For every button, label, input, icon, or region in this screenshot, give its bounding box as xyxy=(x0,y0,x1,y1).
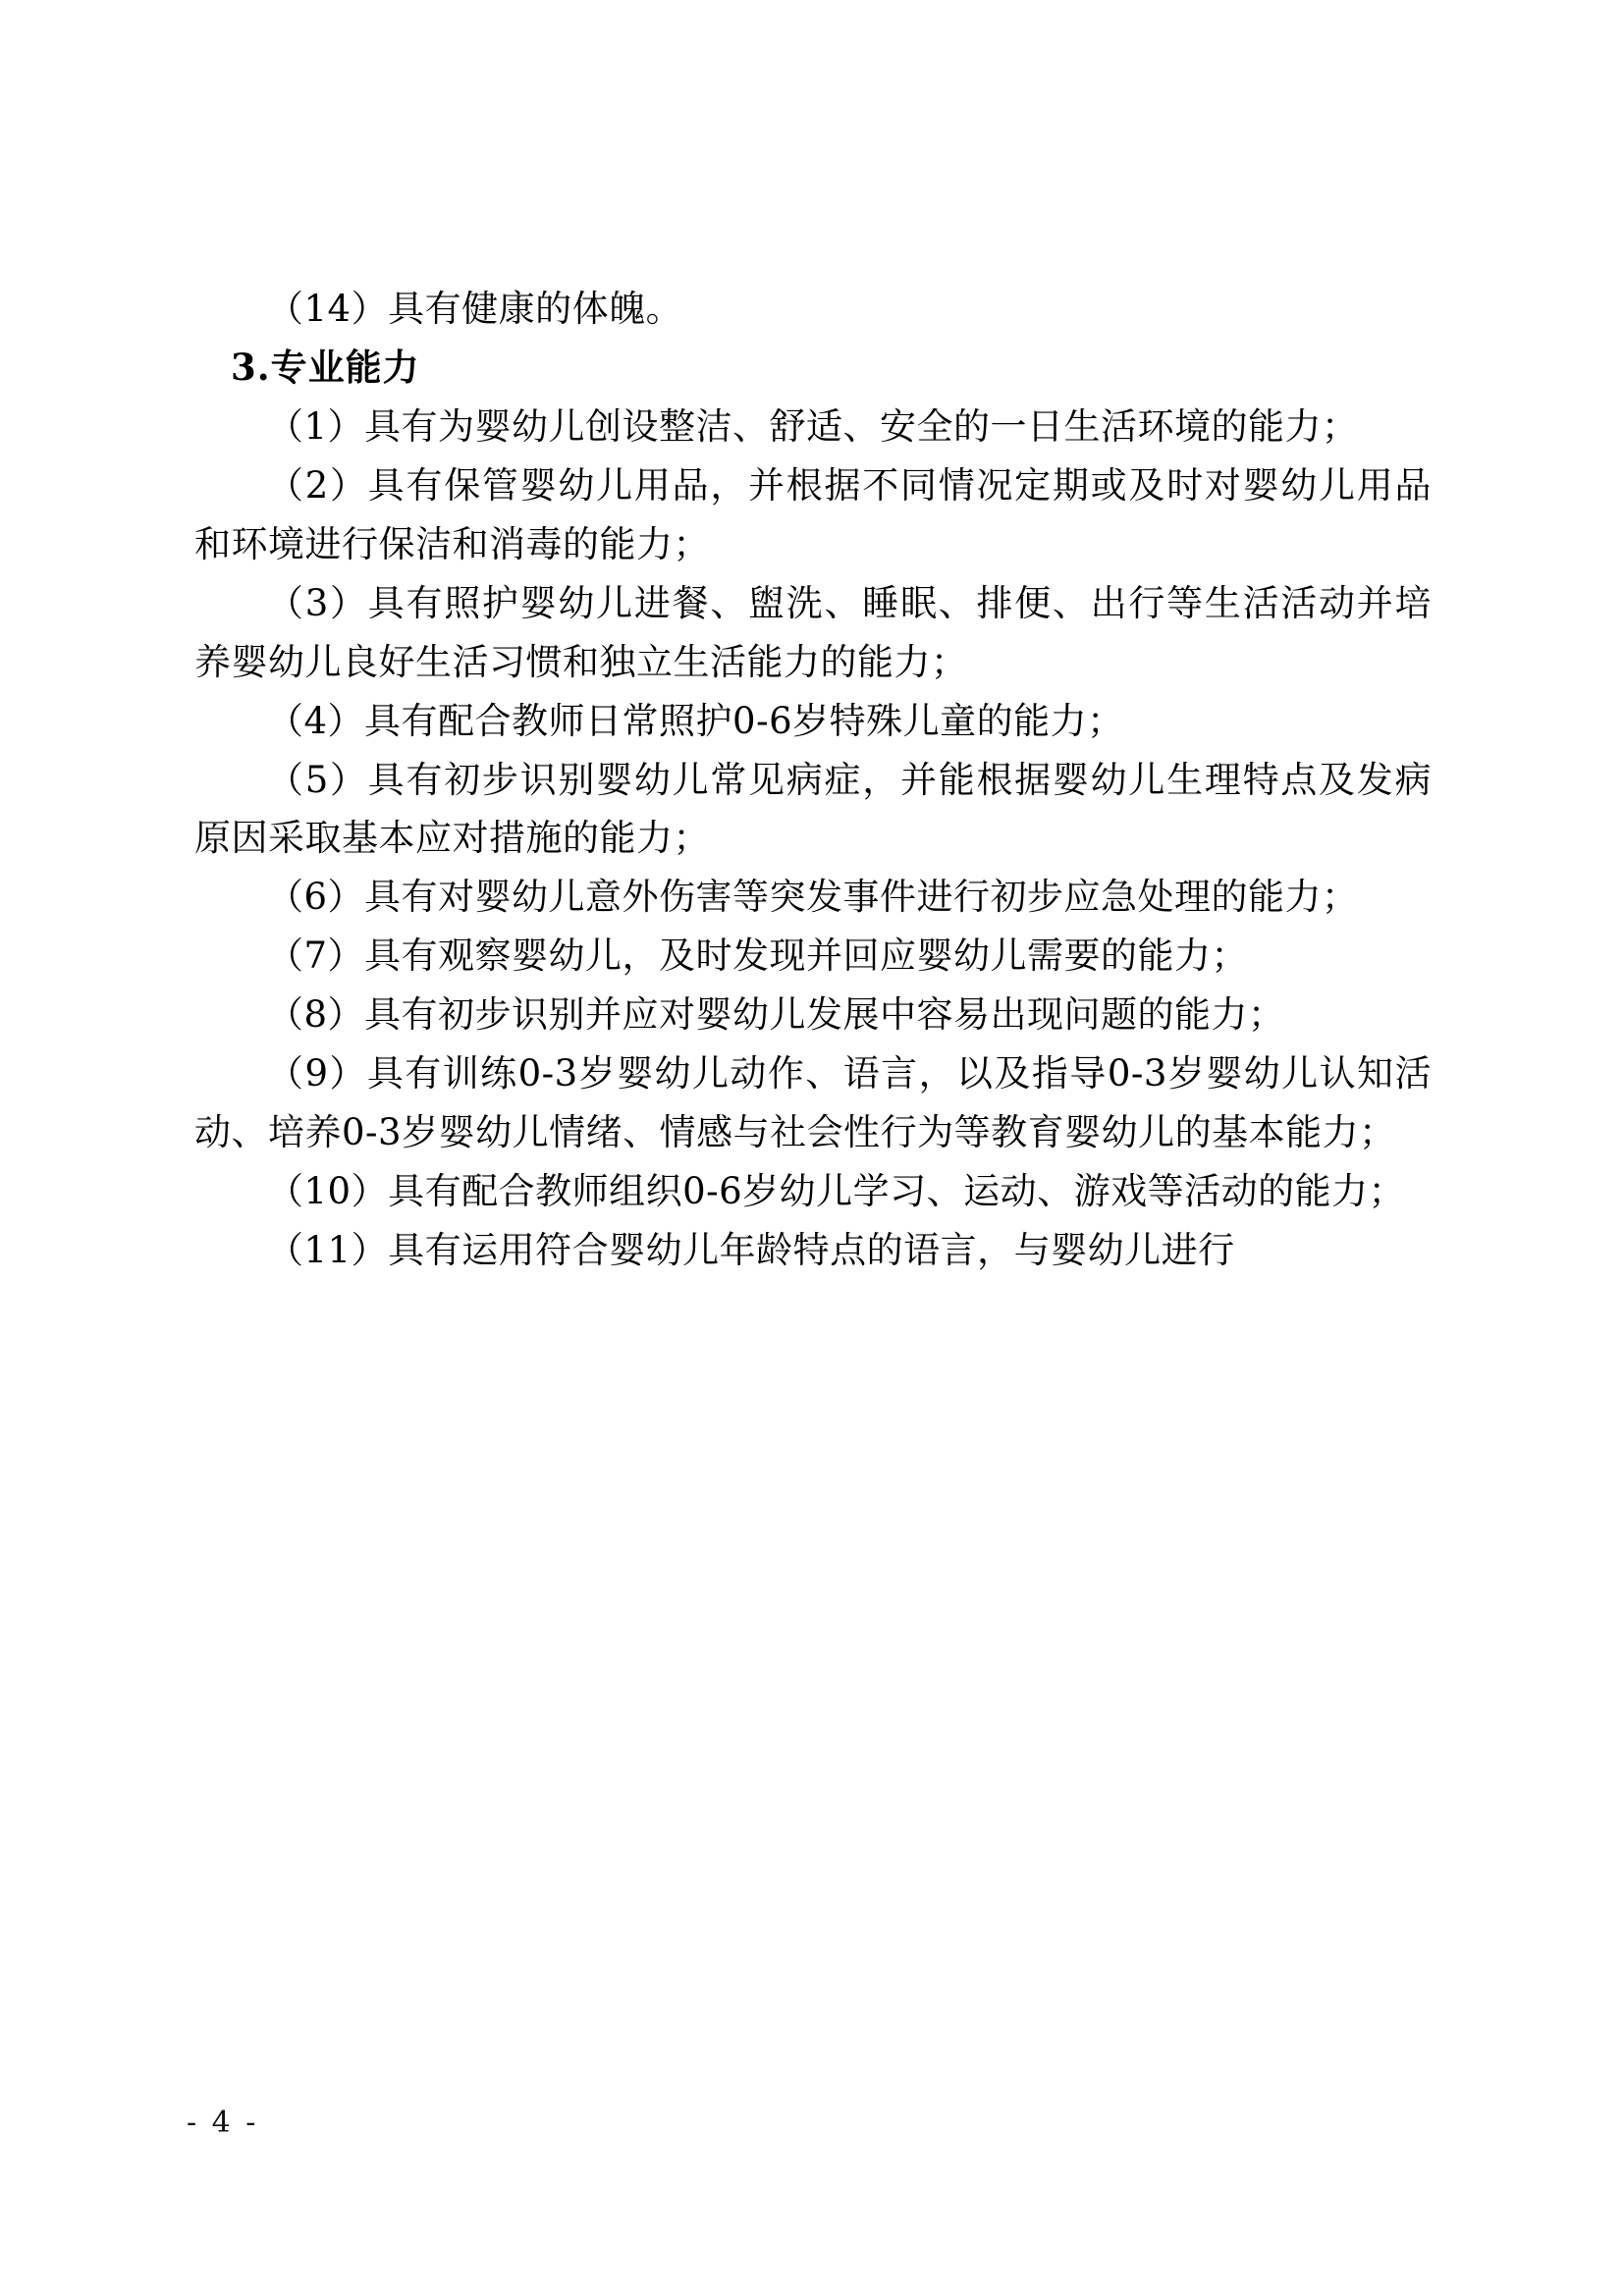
section-heading-professional-ability: 3.专业能力 xyxy=(231,345,420,389)
paragraph-item-4: （4）具有配合教师日常照护0-6岁特殊儿童的能力； xyxy=(267,699,1124,742)
paragraph-item-9: （9）具有训练0-3岁婴幼儿动作、语言，以及指导0-3岁婴幼儿认知活动、培养0-3岁婴幼儿情绪、情感与社会性行为等教育婴幼儿的基本能力； xyxy=(194,1052,1432,1154)
paragraph-item-8: （8）具有初步识别并应对婴幼儿发展中容易出现问题的能力； xyxy=(267,993,1285,1037)
paragraph-item-7: （7）具有观察婴幼儿，及时发现并回应婴幼儿需要的能力； xyxy=(267,934,1249,978)
paragraph-item-5: （5）具有初步识别婴幼儿常见病症，并能根据婴幼儿生理特点及发病原因采取基本应对措施的能力； xyxy=(194,758,1432,860)
paragraph-item-11: （11）具有运用符合婴幼儿年龄特点的语言，与婴幼儿进行 xyxy=(267,1229,1235,1271)
paragraph-item-6: （6）具有对婴幼儿意外伤害等突发事件进行初步应急处理的能力； xyxy=(267,876,1359,919)
paragraph-14: （14）具有健康的体魄。 xyxy=(267,288,683,330)
paragraph-item-1: （1）具有为婴幼儿创设整洁、舒适、安全的一日生活环境的能力； xyxy=(267,404,1359,448)
paragraph-item-2: （2）具有保管婴幼儿用品，并根据不同情况定期或及时对婴幼儿用品和环境进行保洁和消毒的能力； xyxy=(194,463,1432,565)
paragraph-item-10: （10）具有配合教师组织0-6岁幼儿学习、运动、游戏等活动的能力； xyxy=(267,1170,1406,1213)
page-number: - 4 - xyxy=(187,2106,259,2140)
paragraph-item-3: （3）具有照护婴幼儿进餐、盥洗、睡眠、排便、出行等生活活动并培养婴幼儿良好生活习惯和独立生活能力的能力； xyxy=(194,581,1432,683)
document-body xyxy=(194,280,1432,1280)
